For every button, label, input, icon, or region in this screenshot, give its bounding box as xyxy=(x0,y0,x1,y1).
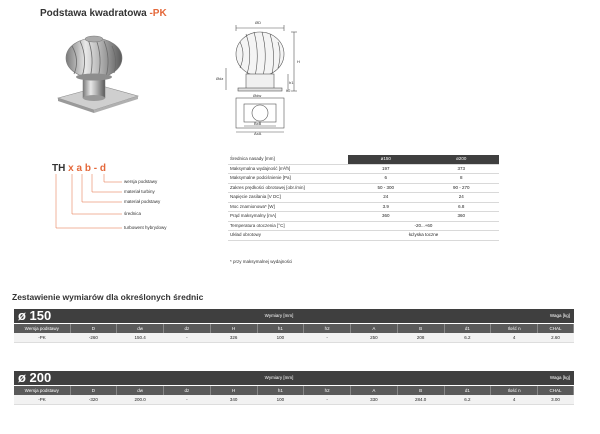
product-code: TH x a b - d xyxy=(52,163,106,174)
spec-row: Maksymalna wydajność [m³/h] 197 373 xyxy=(228,164,499,174)
spec-row: Układ obrotowy łożyska toczne xyxy=(228,231,499,241)
dim-label-A: AxA xyxy=(254,131,262,136)
section-title: Zestawienie wymiarów dla określonych średnic xyxy=(12,292,204,302)
spec-row: Moc znamionowa* [W] 3.9 6.8 xyxy=(228,202,499,212)
code-label-turbine-material: materiał turbiny xyxy=(124,189,155,194)
dim-table-header-150 xyxy=(14,309,574,323)
page-title: Podstawa kwadratowa -PK xyxy=(40,8,167,19)
spec-footnote: * przy maksymalnej wydajności xyxy=(230,259,293,264)
group-label: Wymiary [mm] xyxy=(264,375,294,380)
weight-label: Waga [kg] xyxy=(549,375,570,380)
spec-row: Zakres prędkości obrotowej [obr./min] 50 - 300 90 - 270 xyxy=(228,183,499,193)
dim-header-row: Wersja podstawy D dw dz H h1 h2 A B d1 Ilość n CHAL xyxy=(14,324,574,333)
table-row: -PK -260 150.4 - 326 100 - 250 208 6.2 4 2.60 xyxy=(14,333,574,343)
spec-row: Napięcie zasilania [V DC] 24 24 xyxy=(228,193,499,203)
diameter-label: ø 150 xyxy=(18,308,52,323)
dim-label-h1: h1 xyxy=(289,80,294,85)
dim-label-dz: Ødz xyxy=(216,76,224,81)
dim-label-B: BxB xyxy=(254,121,262,126)
dim-label-h2: h2 xyxy=(286,88,291,93)
spec-header-row: Średnica nasady [mm] ø150 ø200 xyxy=(228,155,499,164)
turbine-product-photo xyxy=(50,30,140,115)
spec-row: Maksymalne podciśnienie [Pa] 6 8 xyxy=(228,174,499,184)
code-label-version: wersja podstawy xyxy=(124,179,158,184)
code-label-base-material: materiał podstawy xyxy=(124,199,161,204)
dim-table-200 xyxy=(14,386,574,405)
diameter-label: ø 200 xyxy=(18,370,52,385)
spec-row: Temperatura otoczenia [°C] -20...+60 xyxy=(228,221,499,231)
table-row: -PK -320 200.0 - 340 100 - 330 284.0 6.2 4 3.00 xyxy=(14,395,574,405)
dim-label-D: ØD xyxy=(255,20,261,25)
spec-table xyxy=(228,155,499,241)
dim-label-dw: Ødw xyxy=(253,93,262,98)
code-label-diameter: średnica xyxy=(124,211,142,216)
dim-label-H: H xyxy=(297,59,300,64)
technical-drawing xyxy=(210,18,320,136)
code-label-hybrid: turbowent hybrydowy xyxy=(124,225,167,230)
dim-table-150 xyxy=(14,324,574,343)
spec-row: Prąd maksymalny [mA] 360 360 xyxy=(228,212,499,222)
dim-header-row: Wersja podstawy D dw dz H h1 h2 A B d1 Ilość n CHAL xyxy=(14,386,574,395)
dim-table-header-200 xyxy=(14,371,574,385)
weight-label: Waga [kg] xyxy=(549,313,570,318)
group-label: Wymiary [mm] xyxy=(264,313,294,318)
